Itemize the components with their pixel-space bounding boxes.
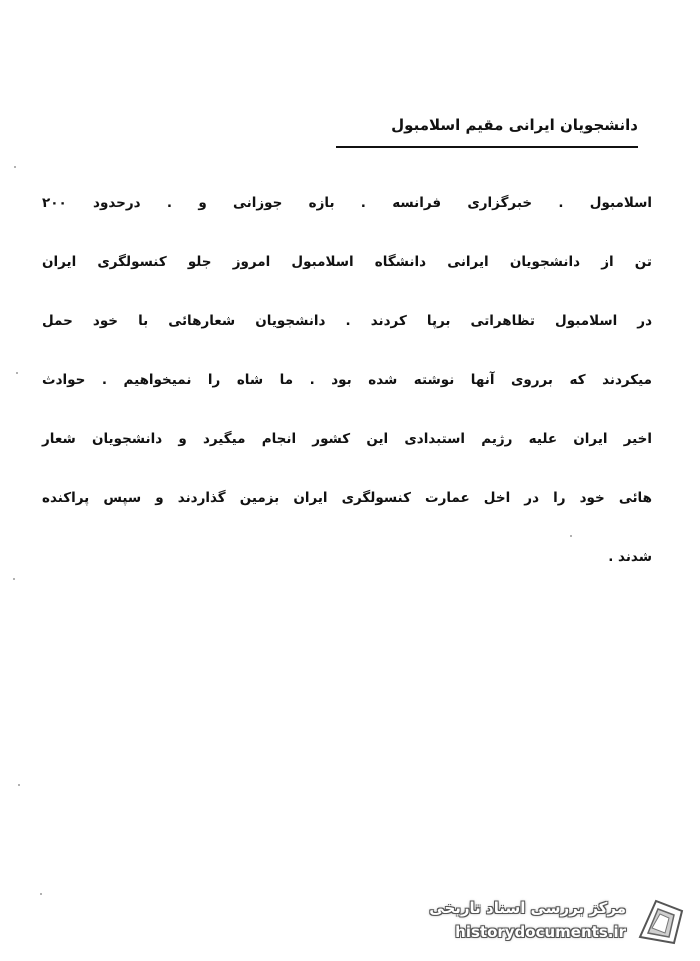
text-line: هائی خود را در اخل عمارت کنسولگری ایران بزمین گذاردند و سپس پراکنده [42, 490, 652, 506]
text-line: میکردند که برروی آنها نوشته شده بود . ما شاه را نمیخواهیم . حوادث [42, 372, 652, 388]
scan-speck [13, 578, 15, 580]
text-line: در اسلامبول تظاهراتی برپا کردند . دانشجویان شعارهائی با خود حمل [42, 313, 652, 329]
document-body [42, 190, 652, 603]
watermark [396, 897, 686, 949]
scan-speck [14, 166, 16, 168]
archive-logo-icon [636, 897, 686, 947]
text-line: اخیر ایران علیه رژیم استبدادی این کشور انجام میگیرد و دانشجویان شعار [42, 431, 652, 447]
title-underline [336, 146, 638, 148]
watermark-url: historydocuments.ir [455, 923, 626, 941]
document-title: دانشجویان ایرانی مقیم اسلامبول [391, 116, 638, 134]
scan-speck [18, 784, 20, 786]
text-line: تن از دانشجویان ایرانی دانشگاه اسلامبول امروز جلو کنسولگری ایران [42, 254, 652, 270]
scan-speck [40, 893, 42, 895]
scan-speck [16, 372, 18, 374]
text-line: اسلامبول . خبرگزاری فرانسه . بازه جوزانی و . درحدود ۲۰۰ [42, 195, 652, 211]
watermark-name: مرکز بررسی اسناد تاریخی [429, 899, 626, 917]
document-heading [318, 112, 638, 148]
text-line: شدند . [608, 549, 652, 565]
